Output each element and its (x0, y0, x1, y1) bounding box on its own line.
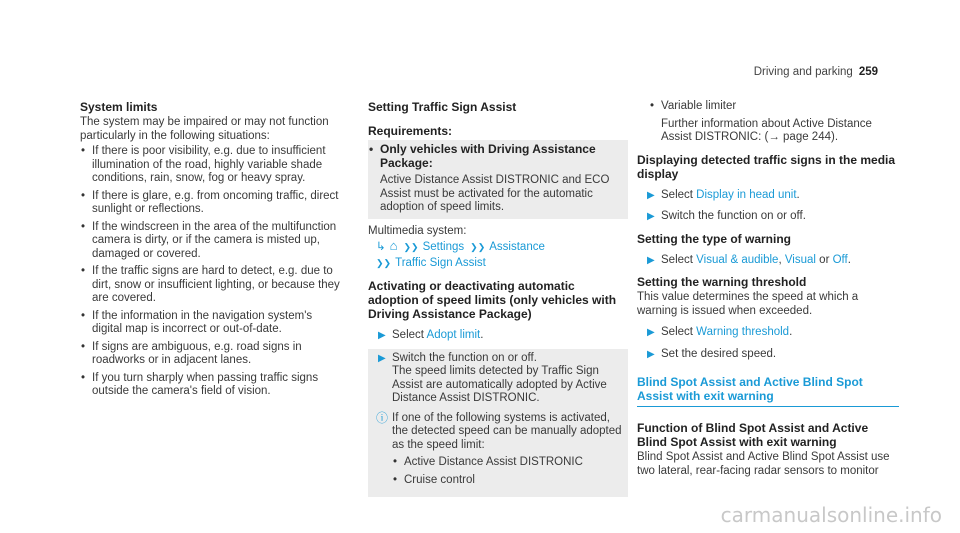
menu-item-traffic-sign-assist[interactable]: Traffic Sign Assist (395, 257, 486, 269)
requirement-text: Active Distance Assist DISTRONIC and ECO Assist must be activated for the automatic adoption of speed limits. (380, 174, 610, 213)
page-number: 259 (858, 66, 878, 78)
step-arrow-icon: ▶ (647, 189, 655, 201)
menu-item-assistance[interactable]: Assistance (489, 241, 545, 253)
warning-threshold-heading: Setting the warning threshold (637, 275, 807, 289)
blind-spot-function-text: Blind Spot Assist and Active Blind Spot Assist use two lateral, rear-facing radar sensors to monitor (637, 451, 890, 477)
display-signs-heading: Displaying detected traffic signs in the media display (637, 152, 896, 181)
step-select-display: ▶ Select Display in head unit. (647, 188, 800, 201)
double-chevron-icon: ❯❯ (470, 242, 486, 252)
arrow-hook-icon: ↳ (376, 241, 386, 253)
list-item: • Variable limiter (649, 100, 899, 114)
list-item: • Active Distance Assist DISTRONIC (392, 456, 628, 470)
requirements-heading: Requirements: (368, 124, 453, 138)
option-visual-audible[interactable]: Visual & audible (696, 253, 779, 266)
menu-item-settings[interactable]: Settings (422, 241, 465, 253)
section-title: Driving and parking (753, 66, 853, 78)
list-item: • If the windscreen in the area of the multifunction camera is dirty, or if the camera is misted up, damaged or covered. (80, 221, 342, 262)
list-item: • If you turn sharply when passing traffic signs outside the camera's field of vision. (80, 372, 342, 399)
blind-spot-section-heading: Blind Spot Assist and Active Blind Spot Assist with exit warning (637, 375, 899, 407)
double-chevron-icon: ❯❯ (376, 258, 392, 268)
step-switch: ▶ Switch the function on or off. The speed limits detected by Traffic Sign Assist are automatically adopted by Active Distance Assist DISTRONIC. (368, 349, 628, 406)
adopt-limit-link[interactable]: Adopt limit (426, 329, 481, 341)
further-info: Further information about Active Distance Assist DISTRONIC: (→ page 244). (661, 117, 872, 143)
column-display-warning (637, 100, 899, 478)
step-select-warning-type: ▶ Select Visual & audible, Visual or Off. (647, 253, 851, 266)
list-item: • If there is poor visibility, e.g. due to insufficient illumination of the road, highly variable shade conditions, rain, snow, fog or heavy spray. (80, 145, 342, 186)
step-arrow-icon: ▶ (647, 254, 655, 266)
step-switch-detail: The speed limits detected by Traffic Sign Assist are automatically adopted by Active Distance Assist DISTRONIC. (392, 365, 607, 404)
warning-threshold-text: This value determines the speed at which a warning is issued when exceeded. (637, 291, 859, 317)
menu-path-cont (368, 255, 628, 271)
requirements-box (368, 140, 628, 219)
list-item: • Cruise control (392, 474, 628, 488)
system-limits-heading: System limits (80, 100, 158, 114)
warning-type-heading: Setting the type of warning (637, 231, 792, 246)
system-limits-intro: The system may be impaired or may not function particularly in the following situations: (80, 116, 329, 142)
option-visual[interactable]: Visual (784, 253, 816, 266)
display-in-head-unit-link[interactable]: Display in head unit (696, 188, 797, 201)
step-select-adopt-limit: ▶ Select Adopt limit. (378, 329, 484, 341)
step-switch-display: ▶ Switch the function on or off. (647, 210, 806, 222)
step-arrow-icon: ▶ (647, 348, 655, 360)
list-item: • If there is glare, e.g. from oncoming traffic, direct sunlight or reflections. (80, 190, 342, 217)
step-arrow-icon: ▶ (647, 327, 655, 338)
step-select-threshold: ▶ Select Warning threshold. (647, 326, 793, 338)
running-header (754, 66, 878, 78)
watermark: carmanualsonline.info (720, 503, 942, 527)
step-set-speed: ▶ Set the desired speed. (647, 347, 777, 360)
list-item: • If the information in the navigation system's digital map is incorrect or out-of-date. (80, 310, 342, 337)
list-item: • If the traffic signs are hard to detect, e.g. due to dirt, snow or insufficient lighting, or because they are covered. (80, 265, 342, 306)
system-limits-list (80, 145, 342, 399)
column-system-limits (80, 100, 342, 403)
adopt-speed-heading: Activating or deactivating automatic adoption of speed limits (only vehicles with Driving Assistance Package) (368, 279, 617, 321)
warning-threshold-link[interactable]: Warning threshold (696, 326, 790, 338)
list-item: • If signs are ambiguous, e.g. road signs in roadworks or in adjacent lanes. (80, 341, 342, 368)
traffic-sign-assist-heading: Setting Traffic Sign Assist (368, 100, 517, 114)
menu-path (368, 238, 628, 255)
step-arrow-icon: ▶ (378, 330, 386, 341)
info-note: ⓘ If one of the following systems is activated, the detected speed can be manually adopted as the speed limit: • Active Distance Assist DISTRONIC • Cruise control (368, 412, 628, 498)
switch-step-box (368, 349, 628, 498)
home-icon: ⌂ (389, 238, 398, 253)
step-arrow-icon: ▶ (647, 211, 655, 222)
multimedia-label: Multimedia system: (368, 224, 467, 237)
option-off[interactable]: Off (832, 253, 848, 266)
step-arrow-icon: ▶ (378, 352, 386, 364)
double-chevron-icon: ❯❯ (403, 242, 419, 252)
info-icon: ⓘ (376, 410, 389, 425)
requirement-item: • Only vehicles with Driving Assistance Package: (368, 142, 628, 170)
blind-spot-function-heading: Function of Blind Spot Assist and Active Blind Spot Assist with exit warning (637, 421, 869, 449)
column-traffic-sign-assist (368, 100, 628, 497)
